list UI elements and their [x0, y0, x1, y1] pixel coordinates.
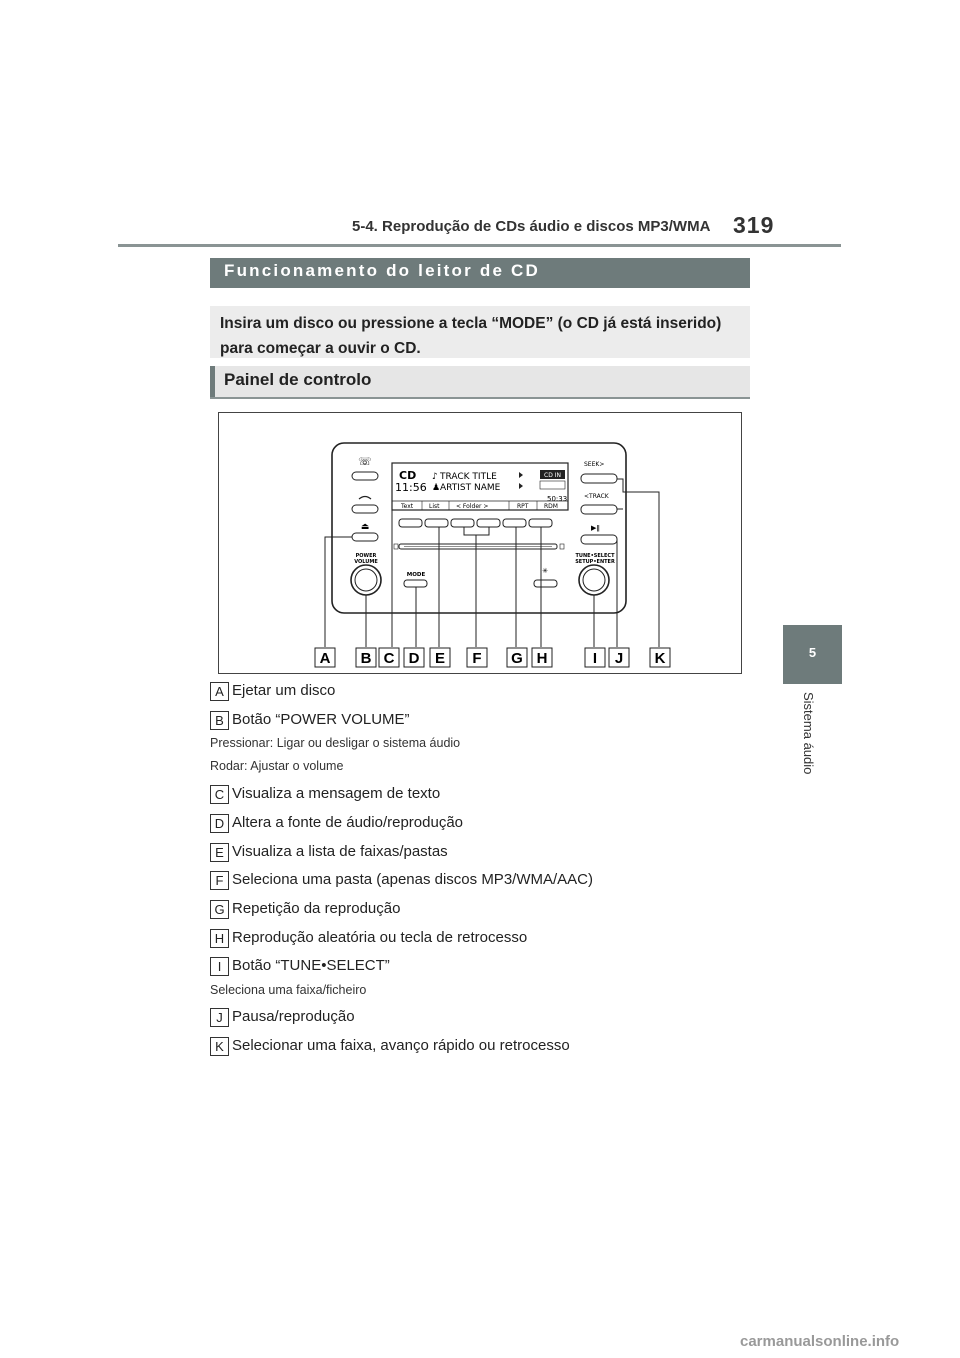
legend-letter: H: [210, 929, 229, 948]
legend-text: Botão “POWER VOLUME”: [232, 711, 410, 728]
callout-k: K: [654, 650, 666, 667]
sparkle-icon: ✳: [542, 567, 548, 575]
callout-i: I: [592, 650, 598, 667]
callout-letters: [315, 648, 670, 667]
section-title-band: [210, 258, 750, 288]
intro-text: Insira um disco ou pressione a tecla “MODE” (o CD já está inserido) para começar a ouvir o CD.: [220, 315, 722, 357]
seek-button: [581, 474, 617, 483]
legend-letter: J: [210, 1008, 229, 1027]
display-time: 11:56: [395, 481, 427, 494]
callout-g: G: [511, 650, 523, 667]
display-track-title: TRACK TITLE: [440, 472, 497, 482]
softkey-text: Text: [401, 503, 414, 510]
legend-text: Pausa/reprodução: [232, 1008, 355, 1025]
setup-enter-label: SETUP•ENTER: [575, 559, 615, 565]
volume-label: VOLUME: [354, 559, 378, 565]
track-label: <TRACK: [584, 493, 609, 500]
call-button: [352, 472, 378, 480]
softkey-rpt: RPT: [517, 503, 529, 510]
mode-label: MODE: [406, 572, 426, 578]
hazard-button: [534, 580, 557, 587]
cd-in-text: CD IN: [544, 472, 561, 479]
legend-letter: A: [210, 682, 229, 701]
header-rule: [118, 244, 841, 247]
control-panel-diagram: [218, 412, 742, 674]
power-label: POWER: [355, 553, 377, 559]
display-artist-name: ARTIST NAME: [440, 483, 501, 493]
chapter-number: 5: [808, 645, 817, 660]
softkey-folder: < Folder >: [456, 503, 489, 510]
play-pause-button: [581, 535, 617, 544]
legend-text: Visualiza a mensagem de texto: [232, 785, 441, 802]
callout-j: J: [614, 650, 624, 667]
track-button: [581, 505, 617, 514]
callout-c: C: [383, 650, 395, 667]
person-icon: ♟: [432, 483, 441, 493]
legend-text: Reprodução aleatória ou tecla de retrocesso: [232, 929, 528, 946]
display-source: CD: [399, 469, 417, 482]
signal-indicator: [540, 481, 565, 489]
legend-letter: K: [210, 1037, 229, 1056]
display-elapsed: 50:33: [547, 495, 568, 503]
intro-box: [210, 306, 750, 358]
legend-text: Selecionar uma faixa, avanço rápido ou retrocesso: [232, 1037, 570, 1054]
legend-letter: C: [210, 785, 229, 804]
seek-label: SEEK>: [584, 461, 605, 468]
legend-letter: E: [210, 843, 229, 862]
callout-b: B: [360, 650, 372, 667]
note-b-press: Pressionar: Ligar ou desligar o sistema áudio: [210, 736, 461, 750]
music-note-icon: ♪: [432, 472, 438, 482]
watermark: carmanualsonline.info: [740, 1333, 900, 1350]
legend-letter: D: [210, 814, 229, 833]
legend-letter: I: [210, 957, 229, 976]
note-i-select: Seleciona uma faixa/ficheiro: [210, 983, 367, 997]
section-title: Funcionamento do leitor de CD: [224, 261, 540, 280]
note-b-turn: Rodar: Ajustar o volume: [210, 759, 344, 773]
eject-icon: ⏏: [360, 522, 370, 532]
control-panel-illustration: [219, 413, 741, 673]
phone-icon: ☏: [358, 455, 372, 468]
chapter-label-container: [800, 692, 818, 802]
page-number: 319: [733, 212, 775, 238]
play-pause-icon: ▶ǁ: [591, 524, 600, 532]
callout-f: F: [472, 650, 482, 667]
legend-letter: G: [210, 900, 229, 919]
eject-button: [352, 533, 378, 541]
callout-a: A: [319, 650, 331, 667]
mode-button: [404, 580, 427, 587]
legend-text: Ejetar um disco: [232, 682, 336, 699]
header-section-title: 5-4. Reprodução de CDs áudio e discos MP3/WMA: [352, 218, 711, 235]
legend-text: Altera a fonte de áudio/reprodução: [232, 814, 463, 831]
chapter-tab: [783, 625, 842, 684]
softkey-rdm: RDM: [544, 503, 558, 510]
subheading-bar: [210, 366, 215, 397]
callout-e: E: [434, 650, 446, 667]
chapter-label: Sistema áudio: [801, 692, 816, 775]
legend-letter: F: [210, 871, 229, 890]
legend-text: Seleciona uma pasta (apenas discos MP3/WMA/AAC): [232, 871, 593, 888]
legend-text: Repetição da reprodução: [232, 900, 401, 917]
subheading-text: Painel de controlo: [224, 370, 372, 389]
legend-text: Visualiza a lista de faixas/pastas: [232, 843, 448, 860]
legend-text: Botão “TUNE•SELECT”: [232, 957, 390, 974]
callout-d: D: [408, 650, 420, 667]
legend-letter: B: [210, 711, 229, 730]
subheading-control-panel: [210, 366, 750, 399]
tune-select-label: TUNE•SELECT: [575, 553, 615, 559]
hangup-button: [352, 505, 378, 513]
softkey-list: List: [429, 503, 440, 510]
callout-h: H: [536, 650, 548, 667]
